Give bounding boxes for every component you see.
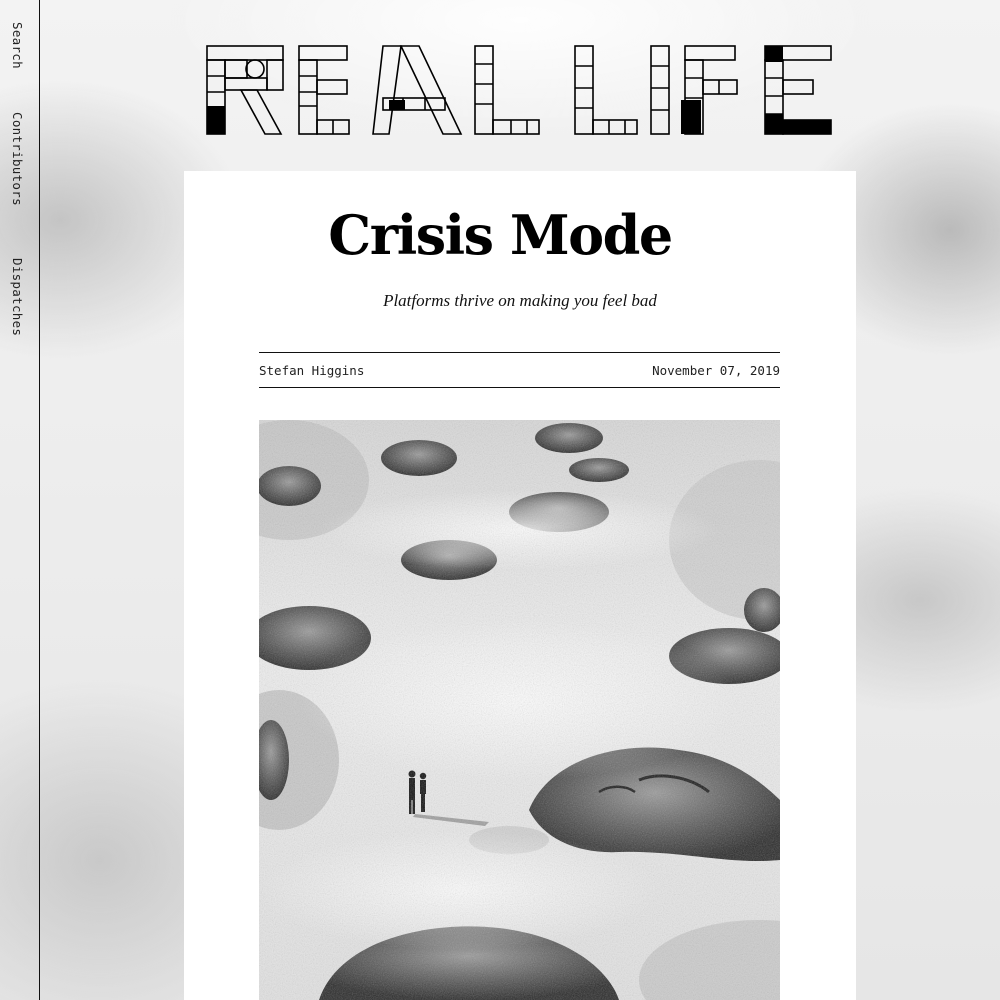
publish-date: November 07, 2019 bbox=[652, 363, 780, 378]
nav-dispatches-link[interactable]: Dispatches bbox=[10, 258, 25, 337]
article-subtitle: Platforms thrive on making you feel bad bbox=[383, 291, 657, 310]
author-link[interactable]: Stefan Higgins bbox=[259, 363, 365, 378]
article-title: Crisis Mode bbox=[328, 203, 672, 267]
article-byline bbox=[259, 352, 780, 388]
surreal-landscape-image bbox=[259, 420, 780, 1000]
nav-search-link[interactable]: Search bbox=[10, 22, 25, 69]
real-life-logo[interactable] bbox=[205, 44, 833, 136]
nav-contributors-link[interactable]: Contributors bbox=[10, 112, 25, 206]
side-nav bbox=[0, 0, 40, 1000]
